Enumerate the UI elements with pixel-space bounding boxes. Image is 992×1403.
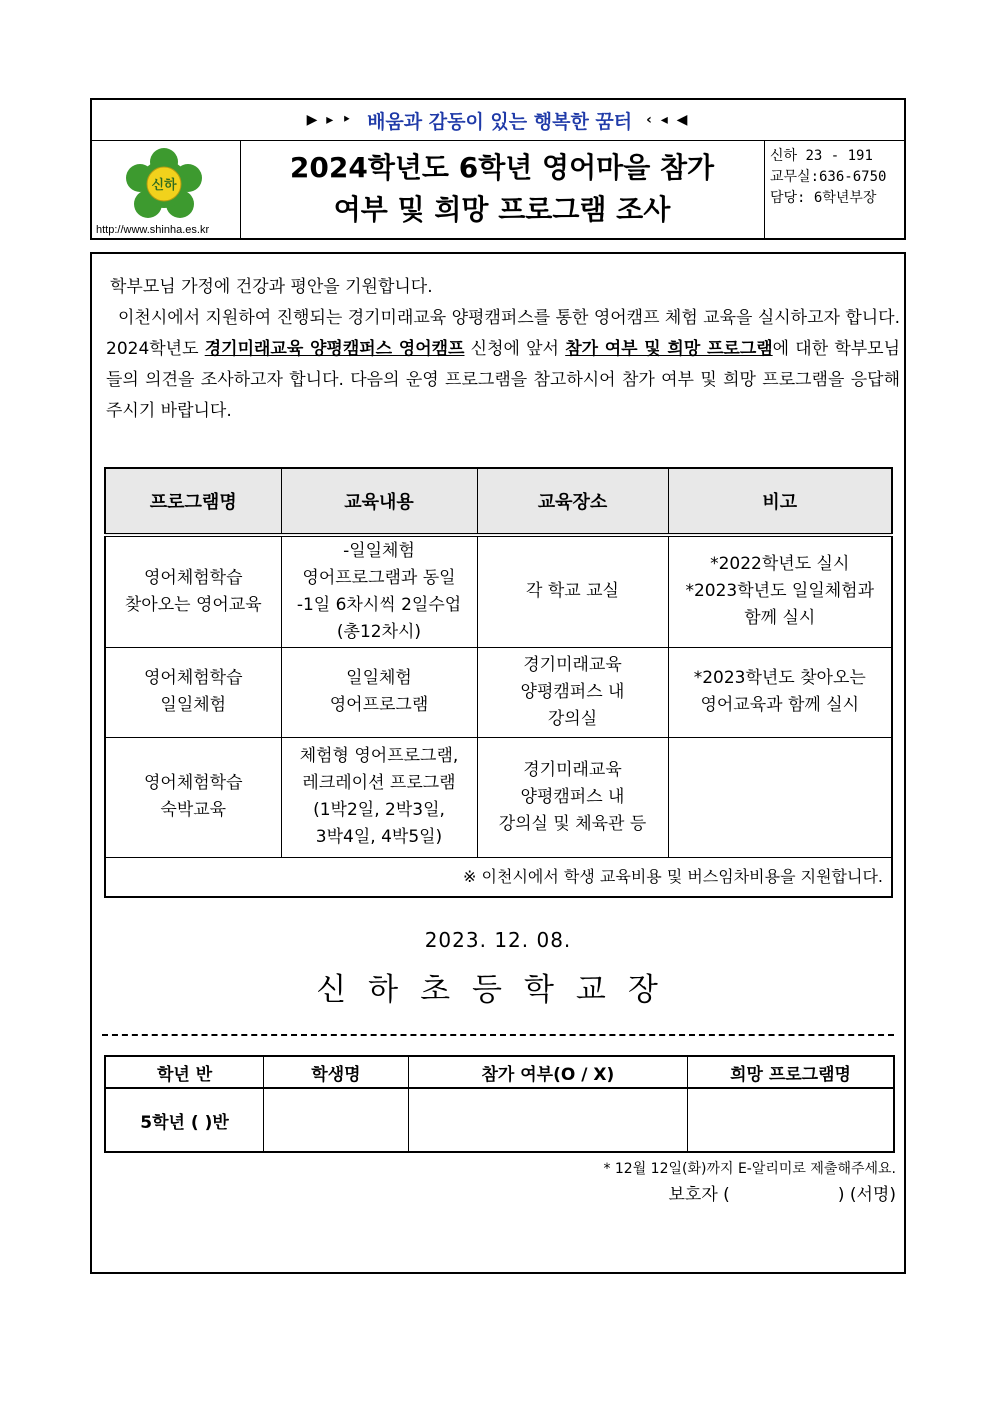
- cell-line: 강의실 및 체육관 등: [498, 813, 647, 834]
- place-cell: [477, 535, 668, 647]
- submission-deadline: * 12월 12일(화)까지 E-알리미로 제출해주세요.: [603, 1161, 896, 1177]
- cell-line: 영어체험학습: [143, 668, 243, 688]
- grade-class-field[interactable]: 5학년 ( )반: [105, 1088, 264, 1152]
- survey-subject: 참가 여부 및 희망 프로그램: [565, 339, 773, 359]
- program-name-cell: [105, 647, 281, 737]
- document-title: [240, 140, 765, 238]
- cell-line: -일일체험: [343, 540, 415, 561]
- cell-line: *2022학년도 실시: [710, 554, 850, 575]
- school-url[interactable]: http://www.shinha.es.kr: [96, 224, 210, 236]
- title-line-2: 여부 및 희망 프로그램 조사: [333, 193, 671, 226]
- program-table-header: [105, 468, 892, 535]
- program-name-cell: [105, 737, 281, 857]
- header-grade-class: 학년 반: [105, 1056, 264, 1088]
- cell-line: 함께 실시: [744, 608, 816, 629]
- header-participation: 참가 여부(O / X): [408, 1056, 687, 1088]
- intro-text: [102, 272, 900, 427]
- program-name-cell: [105, 535, 281, 647]
- cell-line: (총12차시): [336, 621, 422, 642]
- cell-line: 영어체험학습: [143, 773, 243, 793]
- note-cell: [668, 737, 892, 857]
- slogan-text: 배움과 감동이 있는 행복한 꿈터: [367, 110, 633, 133]
- reply-table: [104, 1055, 895, 1153]
- student-name-field[interactable]: [264, 1088, 409, 1152]
- table-row: [105, 535, 892, 647]
- cell-line: 일일체험: [160, 695, 227, 715]
- arrows-right-icon: ‹ ◂ ◀: [646, 112, 690, 128]
- funding-footnote: ※ 이천시에서 학생 교육비용 및 버스임차비용을 지원합니다.: [105, 857, 892, 897]
- office-phone: 교무실:636-6750: [770, 169, 887, 185]
- cell-line: 영어교육과 함께 실시: [700, 695, 860, 715]
- content-cell: [281, 535, 477, 647]
- cut-line: [102, 1034, 894, 1036]
- table-row: [105, 1088, 894, 1152]
- cell-line: 영어프로그램: [329, 695, 429, 715]
- cell-line: 일일체험: [346, 668, 412, 688]
- program-choice-field[interactable]: [688, 1088, 895, 1152]
- place-cell: [477, 647, 668, 737]
- participation-field[interactable]: [408, 1088, 687, 1152]
- letter-body: [90, 252, 906, 1274]
- cell-line: 3박4일, 4박5일): [315, 827, 443, 847]
- cell-line: 숙박교육: [160, 800, 227, 820]
- title-line-1: 2024학년도 6학년 영어마을 참가: [289, 151, 715, 184]
- cell-line: 찾아오는 영어교육: [124, 594, 262, 615]
- cell-line: 체험형 영어프로그램,: [299, 746, 459, 766]
- cell-line: 양평캠퍼스 내: [520, 786, 625, 807]
- intro-connector: 신청에 앞서: [464, 339, 566, 359]
- school-logo-icon: [124, 148, 204, 220]
- intro-paragraph-1: 이천시에서 지원하여 진행되는 경기미래교육 양평캠퍼스를 통한 영어캠프 체험 교육을 실시하고자 합니다.: [118, 308, 901, 328]
- cell-line: 양평캠퍼스 내: [520, 681, 625, 702]
- note-cell: [668, 535, 892, 647]
- logo-cell: [92, 140, 241, 238]
- header-program-name: 프로그램명: [105, 468, 281, 535]
- content-cell: [281, 647, 477, 737]
- reply-table-header: [105, 1056, 894, 1088]
- issue-date: 2023. 12. 08.: [424, 928, 572, 952]
- header-note: 비고: [668, 468, 892, 535]
- logo-text: 신하: [151, 178, 177, 193]
- contact-person: 담당: 6학년부장: [770, 190, 877, 206]
- note-cell: [668, 647, 892, 737]
- cell-line: 영어체험학습: [143, 567, 243, 588]
- program-table: [104, 467, 893, 898]
- header-program-choice: 희망 프로그램명: [688, 1056, 895, 1088]
- cell-line: -1일 6차시씩 2일수업: [296, 594, 462, 615]
- cell-line: 강의실: [547, 708, 598, 729]
- header-content: 교육내용: [281, 468, 477, 535]
- cell-line: 영어프로그램과 동일: [302, 567, 456, 588]
- cell-line: *2023학년도 일일체험과: [685, 581, 875, 602]
- arrows-left-icon: ▶ ▸ ‣: [306, 112, 354, 128]
- cell-line: (1박2일, 2박3일,: [313, 800, 445, 820]
- table-row: [105, 647, 892, 737]
- camp-name: 경기미래교육 양평캠퍼스 영어캠프: [204, 339, 465, 359]
- intro-paragraph-2: [102, 334, 900, 427]
- intro-year: 2024학년도: [106, 339, 205, 359]
- principal-name: 신하초등학교장: [316, 972, 680, 1008]
- table-row: [105, 737, 892, 857]
- header-student-name: 학생명: [264, 1056, 409, 1088]
- guardian-signature[interactable]: 보호자 ( ) (서명): [668, 1185, 896, 1205]
- place-cell: [477, 737, 668, 857]
- slogan-banner: [92, 100, 904, 141]
- cell-line: 각 학교 교실: [526, 581, 619, 602]
- cell-line: 경기미래교육: [523, 759, 622, 780]
- footnote-row: [105, 857, 892, 897]
- header-place: 교육장소: [477, 468, 668, 535]
- intro-rest: 에 대한 학부모님들의 의견을 조사하고자 합니다. 다음의 운영 프로그램을 참고하시어 참가 여부 및 희망 프로그램을 응답해주시기 바랍니다.: [106, 339, 901, 421]
- cell-line: *2023학년도 찾아오는: [693, 668, 866, 688]
- doc-number: 신하 23 - 191: [770, 148, 873, 164]
- content-cell: [281, 737, 477, 857]
- greeting: 학부모님 가정에 건강과 평안을 기원합니다.: [110, 277, 433, 297]
- letterhead: [90, 98, 906, 240]
- cell-line: 레크레이션 프로그램: [302, 773, 456, 793]
- cell-line: 경기미래교육: [523, 654, 622, 675]
- document-info: [764, 140, 904, 238]
